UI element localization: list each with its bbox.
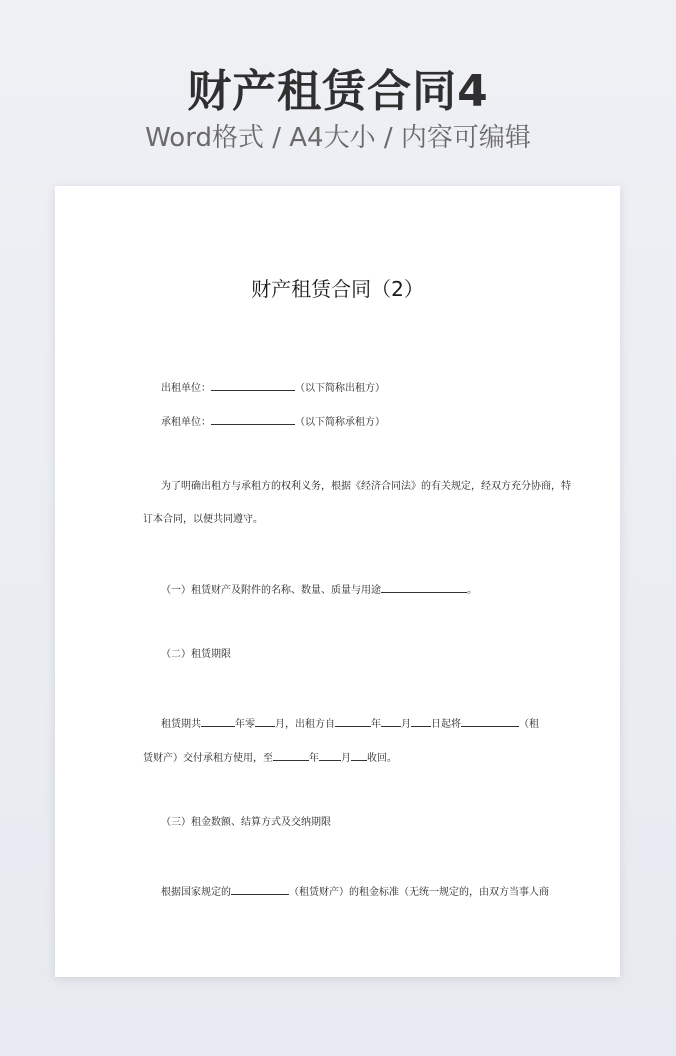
term-text-f: 日起将 xyxy=(431,719,461,730)
property-blank[interactable] xyxy=(461,715,519,727)
intro-line-2: 订本合同，以便共同遵守。 xyxy=(143,514,263,525)
term-text-j: 月 xyxy=(341,753,351,764)
start-day-blank[interactable] xyxy=(411,715,431,727)
term-text-e: 月 xyxy=(401,719,411,730)
lessee-line xyxy=(161,413,385,430)
rent-text-b: （租赁财产）的租金标准（无统一规定的，由双方当事人商 xyxy=(289,887,549,898)
end-day-blank[interactable] xyxy=(351,749,367,761)
term-text-h: 赁财产）交付承租方使用，至 xyxy=(143,753,273,764)
section-2-heading: （二）租赁期限 xyxy=(161,649,231,660)
term-text-b: 年零 xyxy=(235,719,255,730)
term-months-blank[interactable] xyxy=(255,715,275,727)
lessor-label: 出租单位： xyxy=(161,383,211,394)
intro-line-1: 为了明确出租方与承租方的权利义务，根据《经济合同法》的有关规定，经双方充分协商，特 xyxy=(161,481,571,492)
lessee-note: （以下简称承租方） xyxy=(295,417,385,428)
lessor-blank[interactable] xyxy=(211,379,295,391)
term-text-i: 年 xyxy=(309,753,319,764)
lessor-line xyxy=(161,379,385,396)
rent-line-1 xyxy=(161,883,549,900)
lessee-blank[interactable] xyxy=(211,413,295,425)
start-month-blank[interactable] xyxy=(381,715,401,727)
term-text-k: 收回。 xyxy=(367,753,397,764)
rent-text-a: 根据国家规定的 xyxy=(161,887,231,898)
banner-subtitle: Word格式 / A4大小 / 内容可编辑 xyxy=(145,123,531,153)
term-text-c: 月，出租方自 xyxy=(275,719,335,730)
term-line-1 xyxy=(161,715,539,732)
section-1-blank[interactable] xyxy=(381,581,467,593)
document-title: 财产租赁合同（2） xyxy=(251,277,424,301)
document-page xyxy=(55,186,620,977)
end-year-blank[interactable] xyxy=(273,749,309,761)
end-month-blank[interactable] xyxy=(319,749,341,761)
term-text-a: 租赁期共 xyxy=(161,719,201,730)
term-text-d: 年 xyxy=(371,719,381,730)
section-1-line xyxy=(161,581,477,598)
lessor-note: （以下简称出租方） xyxy=(295,383,385,394)
term-text-g: （租 xyxy=(519,719,539,730)
section-1-end: 。 xyxy=(467,585,477,596)
section-3-heading: （三）租金数额、结算方式及交纳期限 xyxy=(161,817,331,828)
lessee-label: 承租单位： xyxy=(161,417,211,428)
rent-property-blank[interactable] xyxy=(231,883,289,895)
section-1-text: （一）租赁财产及附件的名称、数量、质量与用途 xyxy=(161,585,381,596)
term-line-2 xyxy=(143,749,397,766)
start-year-blank[interactable] xyxy=(335,715,371,727)
banner-title: 财产租赁合同4 xyxy=(187,66,489,117)
term-years-blank[interactable] xyxy=(201,715,235,727)
